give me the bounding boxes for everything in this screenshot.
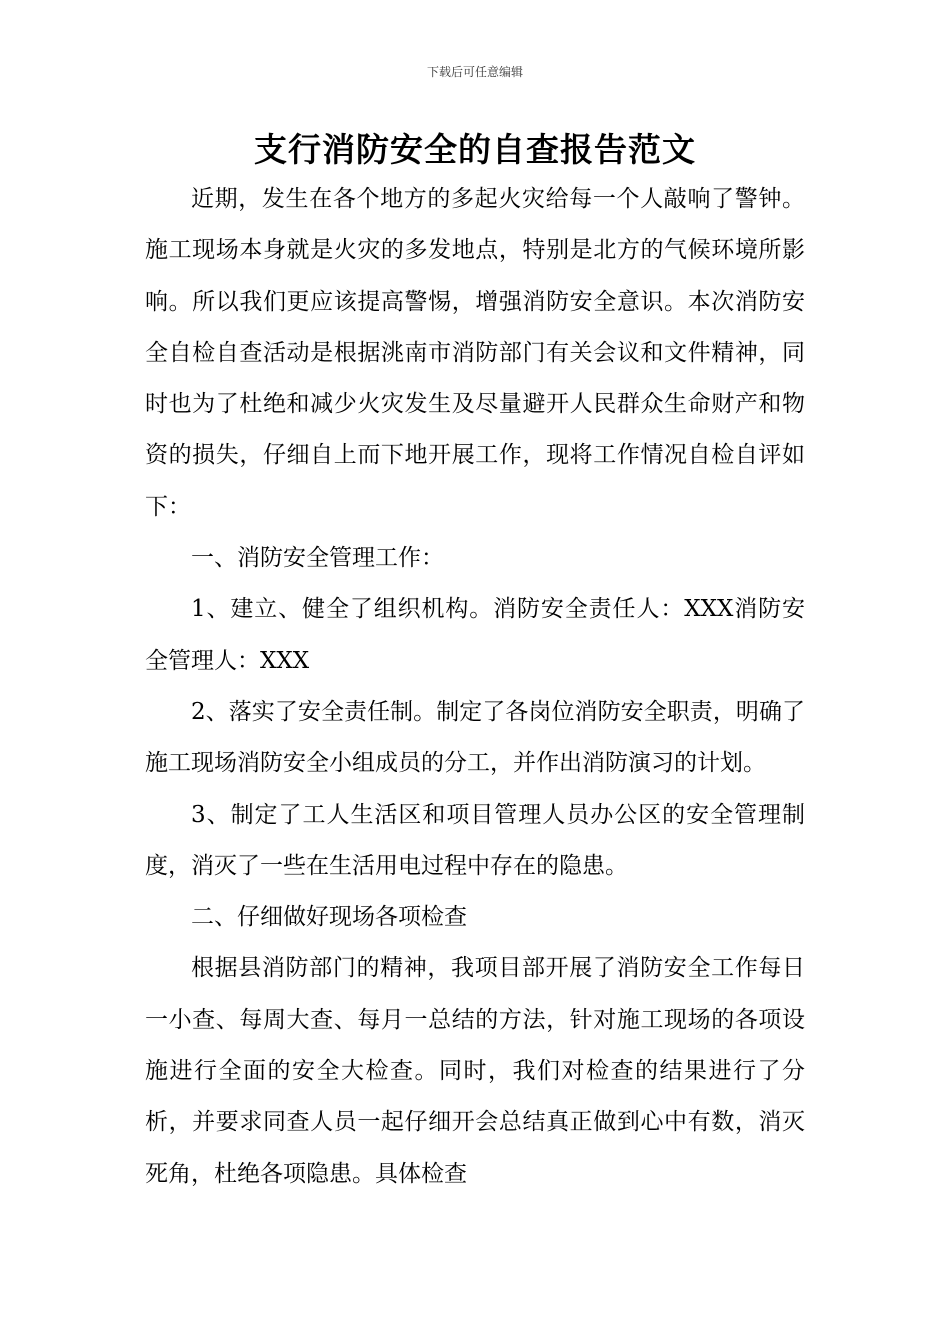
paragraph-inspection: 根据县消防部门的精神，我项目部开展了消防安全工作每日一小查、每周大查、每月一总结的方法，针对施工现场的各项设施进行全面的安全大检查。同时，我们对检查的结果进行了分析，并要求同查人员一起仔细开会总结真正做到心中有数，消灭死角，杜绝各项隐患。具体检查: [145, 955, 805, 1187]
paragraph-intro: 近期，发生在各个地方的多起火灾给每一个人敲响了警钟。施工现场本身就是火灾的多发地点，特别是北方的气候环境所影响。所以我们更应该提高警惕，增强消防安全意识。本次消防安全自检自查活动是根据洮南市消防部门有关会议和文件精神，同时也为了杜绝和减少火灾发生及尽量避开人民群众生命财产和物资的损失，仔细自上而下地开展工作，现将工作情况自检自评如下：: [145, 186, 805, 520]
header-note: 下载后可任意编辑: [426, 65, 523, 79]
paragraph-item-1: 1、建立、健全了组织机构。消防安全责任人：XXX消防安全管理人：XXX: [145, 596, 805, 674]
paragraph-item-2: 2、落实了安全责任制。制定了各岗位消防安全职责，明确了施工现场消防安全小组成员的分工，并作出消防演习的计划。: [145, 698, 805, 777]
section-heading-2: 二、仔细做好现场各项检查: [191, 904, 467, 931]
section-heading-1: 一、消防安全管理工作：: [191, 545, 444, 572]
document-body: [145, 174, 805, 1200]
paragraph-item-3: 3、制定了工人生活区和项目管理人员办公区的安全管理制度，消灭了一些在生活用电过程中存在的隐患。: [145, 801, 805, 879]
document-title: 支行消防安全的自查报告范文: [254, 130, 696, 169]
